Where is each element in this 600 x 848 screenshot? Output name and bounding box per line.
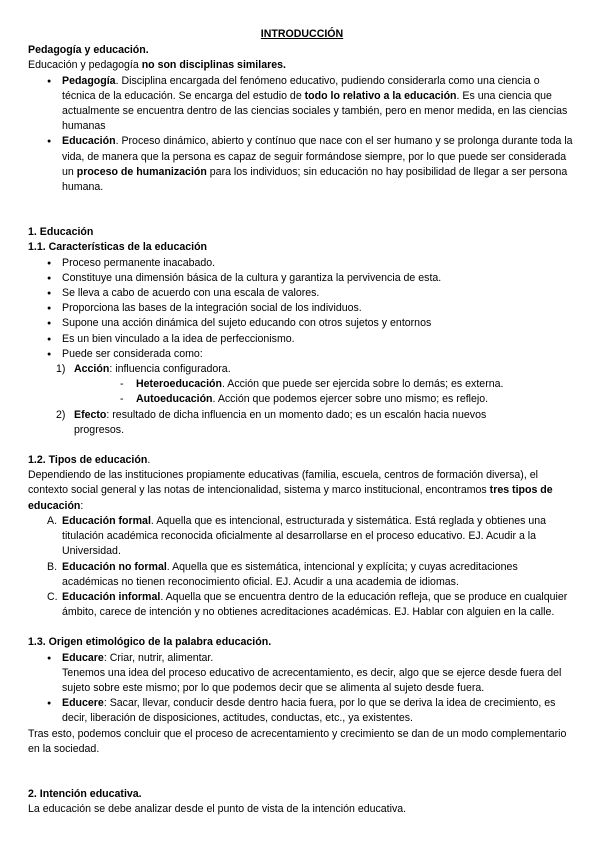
section-heading-pedagogia: Pedagogía y educación.	[28, 44, 149, 57]
term: Efecto	[74, 408, 107, 421]
text: . Acción que podemos ejercer sobre uno mismo; es reflejo.	[212, 393, 489, 406]
term: Educación informal	[62, 590, 161, 603]
heading-text: 1.2. Tipos de educación	[28, 454, 148, 467]
text: para los individuos; sin educación no hay posibilidad de llegar a ser persona humana.	[62, 165, 568, 194]
term: Acción	[74, 363, 110, 376]
term: Educare	[62, 651, 104, 664]
intro-bold: no son disciplinas similares.	[141, 59, 286, 72]
list-item	[28, 651, 576, 666]
bold-text: proceso de humanización	[76, 165, 207, 178]
text: : influencia configuradora.	[109, 363, 231, 376]
section-heading-intencion: 2. Intención educativa.	[28, 787, 142, 800]
term: Autoeducación	[136, 393, 213, 406]
text: Puede ser considerada como:	[62, 347, 203, 360]
types-list	[28, 514, 576, 620]
text: . Aquella que se encuentra dentro de la educación refleja, que se produce en cualquier ámbito, carece de intención y no obtienes acreditaciones académicas. EJ. Hablar con alguien en la calle.	[62, 590, 568, 619]
list-item	[28, 392, 576, 407]
text: . Acción que puede ser ejercida sobre lo demás; es externa.	[221, 378, 504, 391]
document-page	[28, 27, 576, 817]
intro-text: Educación y pedagogía	[28, 59, 142, 72]
text: . Aquella que es intencional, estructurada y sistemática. Está reglada y obtienes una titulación académica reconocida oficialmente al desarrollarse en el proceso educativo. EJ. Acudir a la Universidad.	[62, 514, 547, 558]
term: Educación formal	[62, 514, 151, 527]
characteristics-list	[28, 256, 576, 438]
list-item: ● Constituye una dimensión básica de la cultura y garantiza la pervivencia de esta.	[28, 271, 576, 286]
bold-text: tres tipos de educación	[28, 484, 553, 512]
subsection-heading-tipos	[28, 453, 576, 468]
origin-list	[28, 651, 576, 666]
dash-list	[28, 377, 576, 407]
bold-text: todo lo relativo a la educación	[304, 89, 457, 102]
numbered-list	[28, 362, 576, 438]
term: Educere	[62, 697, 104, 710]
paragraph-educare: Tenemos una idea del proceso educativo de acrecentamiento, es decir, algo que se ejerce desde fuera del sujeto sobre este mismo; por lo que podemos decir que se alimenta al sujeto desde fuera.	[62, 666, 562, 694]
item-number: 2)	[56, 408, 66, 421]
list-item	[28, 347, 576, 438]
list-item	[28, 696, 576, 726]
term: Heteroeducación	[136, 378, 222, 391]
definitions-list	[28, 74, 576, 196]
subsection-heading-caracteristicas: 1.1. Características de la educación	[28, 241, 208, 254]
term: Educación no formal	[62, 560, 167, 573]
page-title: INTRODUCCIÓN	[260, 28, 344, 40]
list-item	[28, 408, 576, 438]
list-item: ● Proceso permanente inacabado.	[28, 256, 576, 271]
list-item	[28, 560, 576, 590]
item-letter: B.	[47, 560, 58, 573]
term: Pedagogía	[62, 74, 116, 87]
text: : Sacar, llevar, conducir desde dentro hacia fuera, por lo que se deriva la idea de crecimiento, es decir, liberación de disposiciones, actitudes, conductas, etc., ya existentes.	[62, 697, 556, 725]
text: . Es una ciencia que actualmente se encuentra dentro de las ciencias sociales y también, pero en menor medida, en las ciencias humanas	[62, 89, 568, 133]
subsection-heading-origen: 1.3. Origen etimológico de la palabra educación.	[28, 636, 272, 649]
item-letter: C.	[47, 590, 58, 603]
list-item	[28, 362, 576, 408]
list-item: ● Se lleva a cabo de acuerdo con una escala de valores.	[28, 286, 576, 301]
paragraph-tipos	[28, 468, 576, 514]
list-item	[28, 590, 576, 620]
heading-dot: .	[147, 454, 151, 467]
paragraph-conclusion: Tras esto, podemos concluir que el proceso de acrecentamiento y crecimiento se dan de un modo complementario en la sociedad.	[28, 727, 567, 755]
list-item	[28, 74, 576, 135]
list-item: ● Supone una acción dinámica del sujeto educando con otros sujetos y entornos	[28, 316, 576, 331]
list-item: ● Es un bien vinculado a la idea de perfeccionismo.	[28, 332, 576, 347]
text: Dependiendo de las instituciones propiamente educativas (familia, escuela, centros de formación diversa), el contexto social general y las notas de intencionalidad, sistema y marco institucional, encontramos	[28, 469, 538, 497]
origin-list-2	[28, 696, 576, 726]
list-item	[28, 134, 576, 195]
list-item: ● Proporciona las bases de la integración social de los individuos.	[28, 301, 576, 316]
term: Educación	[62, 135, 116, 148]
item-letter: A.	[47, 514, 58, 527]
item-number: 1)	[56, 363, 66, 376]
paragraph-intencion: La educación se debe analizar desde el punto de vista de la intención educativa.	[28, 803, 407, 816]
list-item	[28, 377, 576, 392]
paragraph-intro	[28, 58, 576, 73]
text: : Criar, nutrir, alimentar.	[103, 651, 214, 664]
text: :	[80, 499, 84, 512]
section-heading-educacion: 1. Educación	[28, 226, 94, 239]
list-item	[28, 514, 576, 560]
text: : resultado de dicha influencia en un momento dado; es un escalón hacia nuevos progresos.	[74, 408, 487, 436]
text: . Proceso dinámico, abierto y contínuo que nace con el ser humano y se prolonga durante toda la vida, de manera que la persona es capaz de seguir formándose siempre, por lo que puede ser considerada un	[62, 135, 573, 178]
text: . Disciplina encargada del fenómeno educativo, pudiendo considerarla como una ciencia o técnica de la educación. Se encarga del estudio de	[62, 74, 540, 102]
text: . Aquella que es sistemática, intencional y explícita; y cuyas acreditaciones académicas no tienen reconocimiento oficial. EJ. Acudir a una academia de idiomas.	[62, 560, 518, 588]
